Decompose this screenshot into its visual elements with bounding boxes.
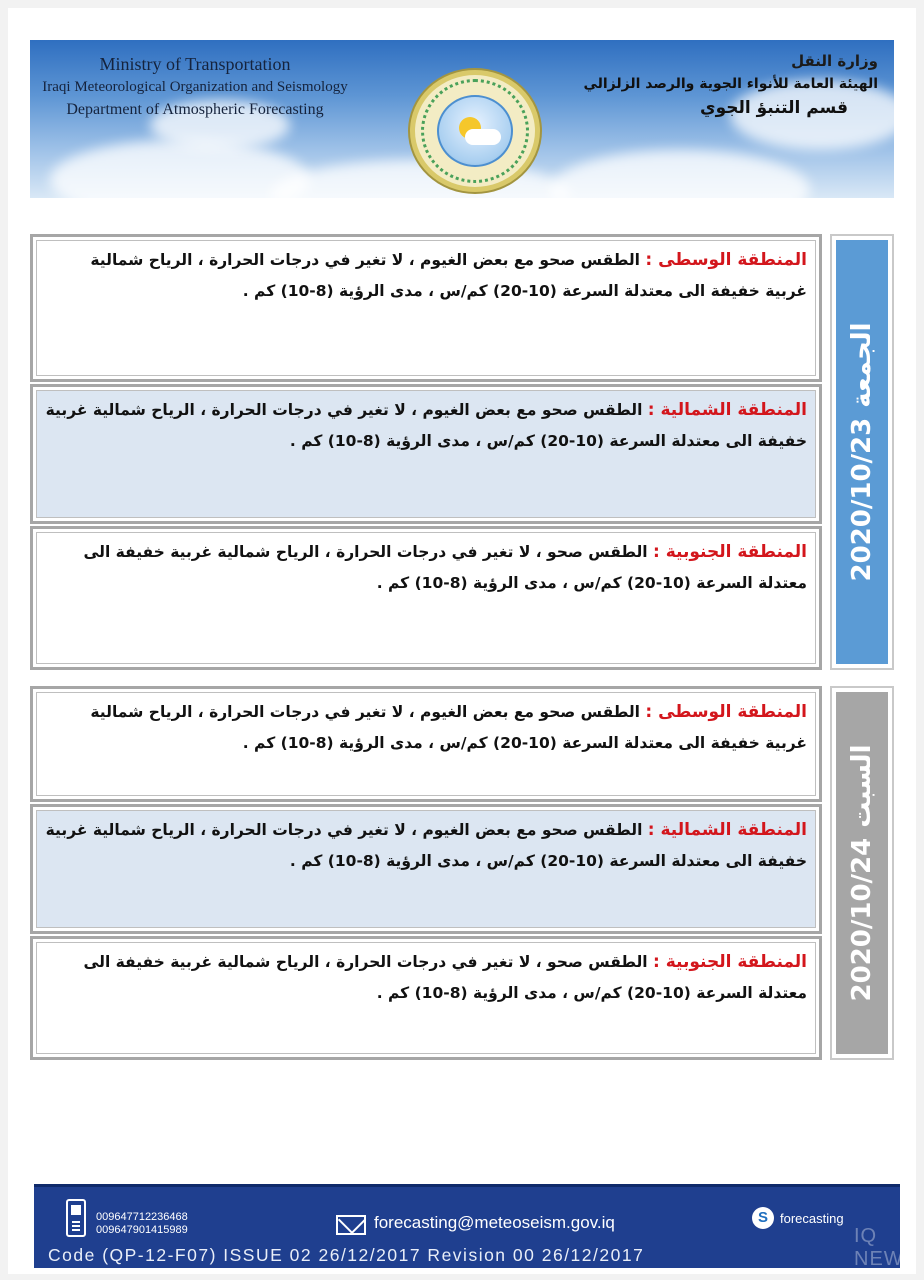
organization-title-en: Iraqi Meteorological Organization and Seismology bbox=[42, 79, 348, 95]
forecast-text bbox=[45, 395, 807, 457]
meteorological-organization-logo bbox=[410, 70, 540, 192]
forecast-description: الطقس صحو مع بعض الغيوم ، لا تغير في درجات الحرارة ، الرياح شمالية غربية خفيفة الى معتدلة السرعة (10-20) كم/س ، مدى الرؤية (8-10) كم . bbox=[90, 251, 807, 300]
ministry-title-en: Ministry of Transportation bbox=[99, 54, 291, 74]
email-address[interactable]: forecasting@meteoseism.gov.iq bbox=[374, 1213, 615, 1232]
region-label: المنطقة الشمالية : bbox=[647, 400, 807, 420]
forecast-text bbox=[45, 245, 807, 307]
forecast-entry-north bbox=[30, 384, 822, 524]
forecast-description: الطقس صحو مع بعض الغيوم ، لا تغير في درجات الحرارة ، الرياح شمالية غربية خفيفة الى معتدلة السرعة (10-20) كم/س ، مدى الرؤية (8-10) كم . bbox=[45, 821, 807, 870]
region-label: المنطقة الشمالية : bbox=[647, 820, 807, 840]
region-label: المنطقة الوسطى : bbox=[645, 702, 807, 722]
cloud-icon bbox=[465, 129, 501, 145]
forecast-entry-central bbox=[30, 234, 822, 382]
watermark: IQ NEWS bbox=[854, 1225, 918, 1270]
region-label: المنطقة الجنوبية : bbox=[653, 952, 807, 972]
forecast-entry-south bbox=[30, 526, 822, 670]
ministry-title-ar: وزارة النقل bbox=[791, 52, 878, 70]
day-name: السبت bbox=[847, 744, 877, 828]
mail-icon bbox=[336, 1215, 366, 1235]
date-value: 2020/10/23 bbox=[847, 417, 877, 582]
phone-number-1: 009647712236468 bbox=[96, 1211, 188, 1223]
document-code: Code (QP-12-F07) ISSUE 02 26/12/2017 Revision 00 26/12/2017 bbox=[48, 1245, 645, 1265]
forecast-entry-central bbox=[30, 686, 822, 802]
forecast-day-2 bbox=[30, 686, 894, 1060]
skype-account: forecasting bbox=[780, 1211, 844, 1226]
organization-title-ar: الهيئة العامة للأنواء الجوية والرصد الزلزالي bbox=[583, 76, 878, 92]
forecast-text bbox=[45, 537, 807, 599]
english-header bbox=[30, 54, 360, 119]
forecast-text bbox=[45, 697, 807, 759]
day-1-date-label bbox=[847, 322, 877, 581]
forecast-day-1 bbox=[30, 234, 894, 670]
forecast-entry-north bbox=[30, 804, 822, 934]
department-title-en: Department of Atmospheric Forecasting bbox=[66, 101, 324, 118]
forecast-description: الطقس صحو مع بعض الغيوم ، لا تغير في درجات الحرارة ، الرياح شمالية غربية خفيفة الى معتدلة السرعة (10-20) كم/س ، مدى الرؤية (8-10) كم . bbox=[45, 401, 807, 450]
forecast-description: الطقس صحو ، لا تغير في درجات الحرارة ، الرياح شمالية غربية خفيفة الى معتدلة السرعة (10-20) كم/س ، مدى الرؤية (8-10) كم . bbox=[83, 543, 807, 592]
forecast-text bbox=[45, 815, 807, 877]
department-title-ar: قسم التنبؤ الجوي bbox=[700, 98, 848, 118]
day-2-date-label bbox=[847, 745, 877, 1002]
forecast-entry-south bbox=[30, 936, 822, 1060]
day-name: الجمعة bbox=[847, 322, 877, 408]
skype-icon: S bbox=[752, 1207, 774, 1229]
phone-icon bbox=[66, 1199, 86, 1237]
forecast-text bbox=[45, 947, 807, 1009]
header-banner bbox=[30, 40, 894, 198]
phone-numbers bbox=[96, 1211, 188, 1237]
footer-bar bbox=[34, 1184, 918, 1270]
forecast-description: الطقس صحو مع بعض الغيوم ، لا تغير في درجات الحرارة ، الرياح شمالية غربية خفيفة الى معتدلة السرعة (10-20) كم/س ، مدى الرؤية (8-10) كم . bbox=[90, 703, 807, 752]
date-value: 2020/10/24 bbox=[847, 837, 877, 1002]
phone-number-2: 009647901415989 bbox=[96, 1224, 188, 1236]
region-label: المنطقة الوسطى : bbox=[645, 250, 807, 270]
logo-emblem bbox=[437, 95, 513, 167]
forecast-description: الطقس صحو ، لا تغير في درجات الحرارة ، الرياح شمالية غربية خفيفة الى معتدلة السرعة (10-20) كم/س ، مدى الرؤية (8-10) كم . bbox=[83, 953, 807, 1002]
day-1-entries bbox=[30, 234, 822, 670]
day-2-date-band bbox=[830, 686, 894, 1060]
day-2-entries bbox=[30, 686, 822, 1060]
arabic-header bbox=[583, 52, 878, 118]
region-label: المنطقة الجنوبية : bbox=[653, 542, 807, 562]
day-1-date-band bbox=[830, 234, 894, 670]
